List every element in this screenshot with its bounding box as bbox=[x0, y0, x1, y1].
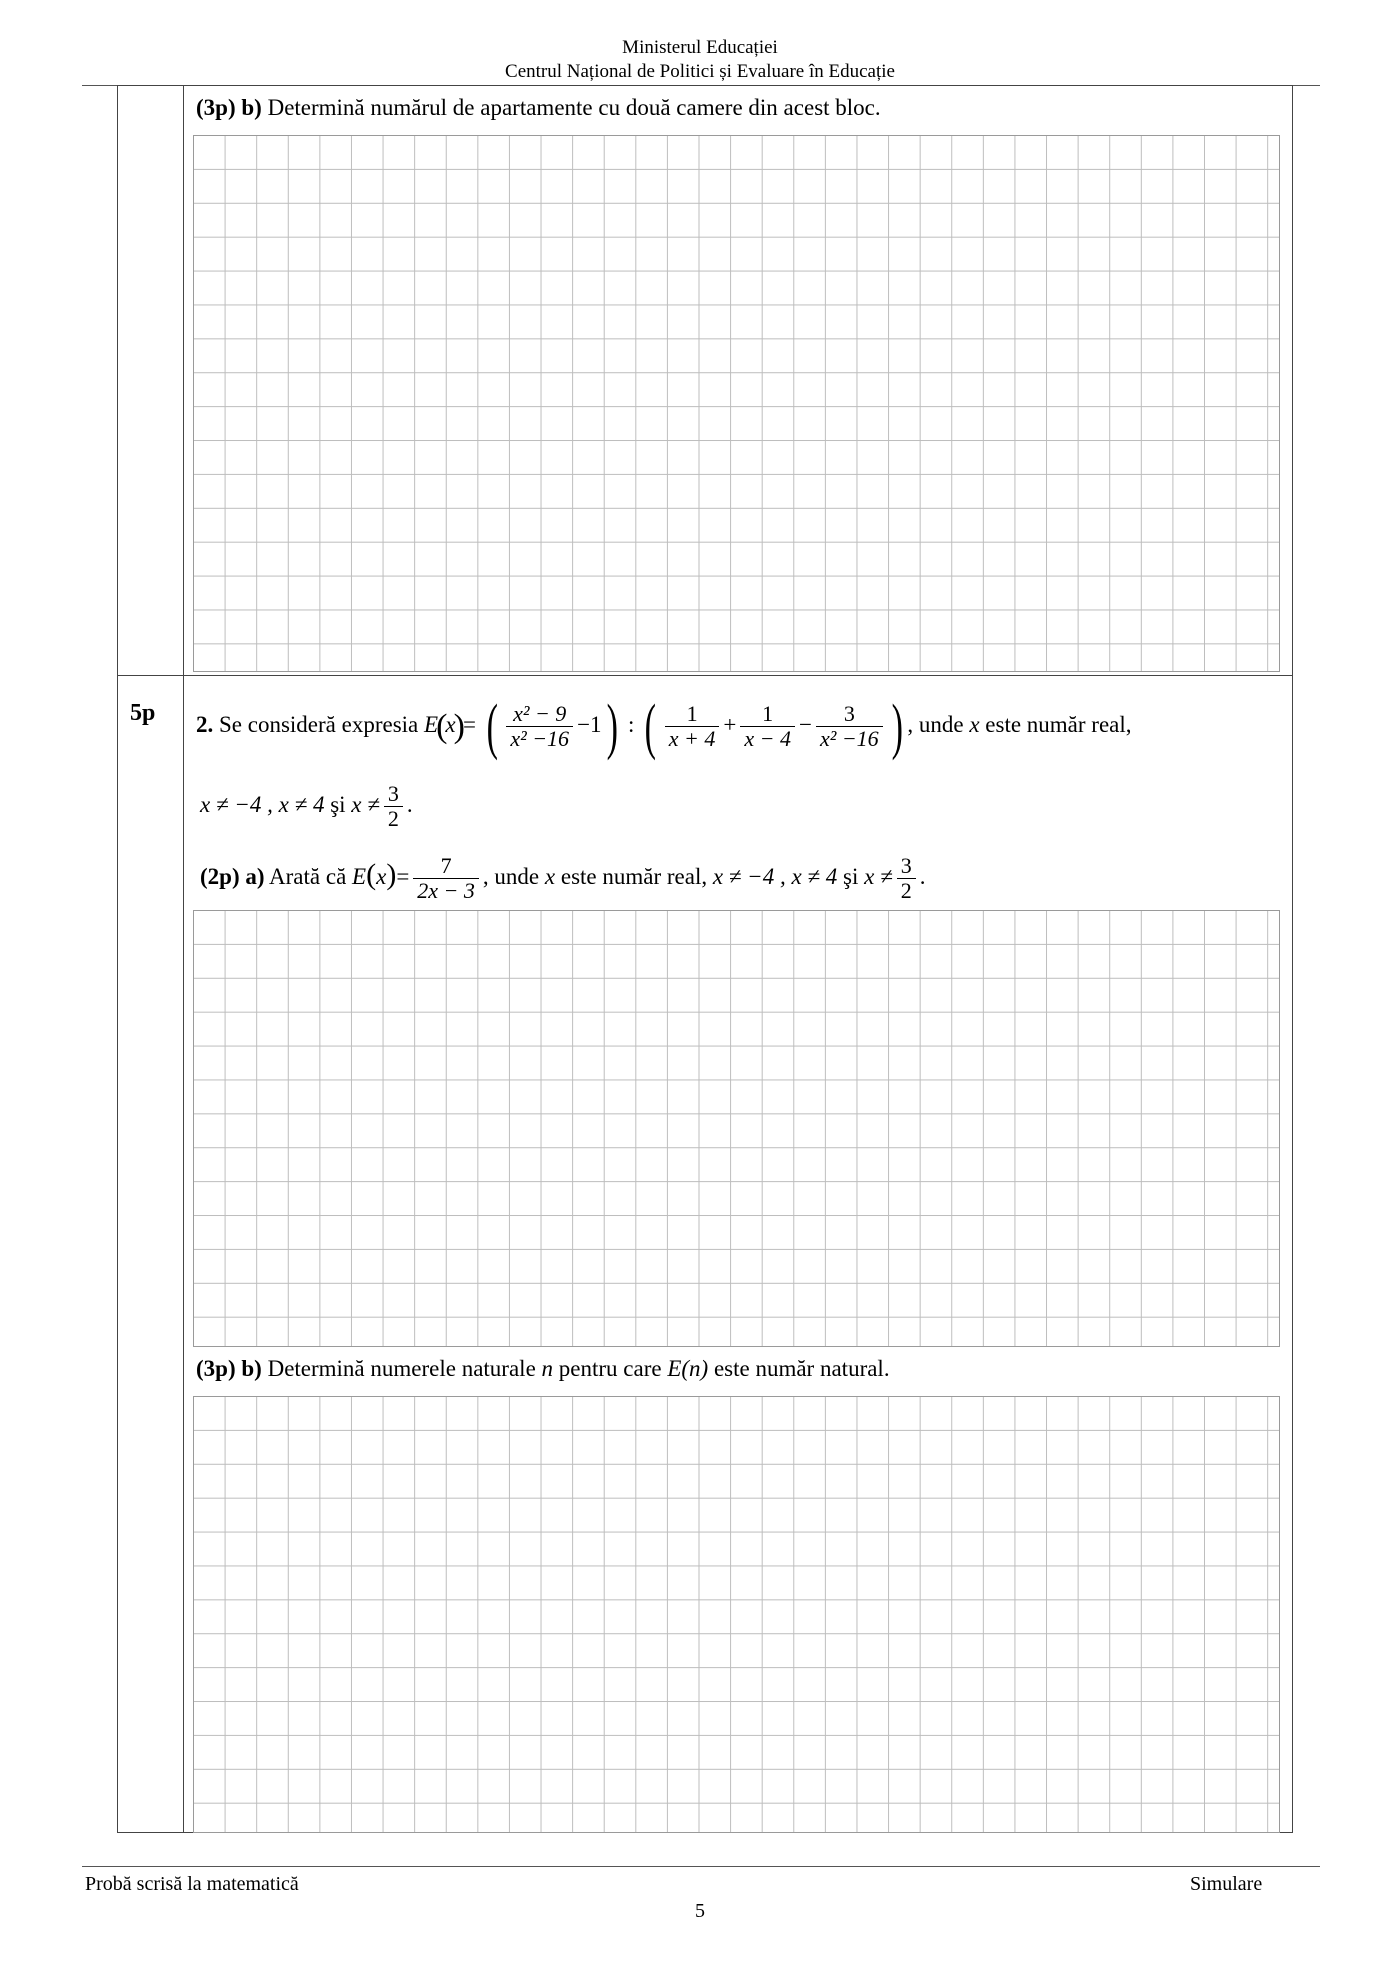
fraction-2: $\frac{1}{x + 4}$ bbox=[665, 702, 720, 751]
task-1b-statement bbox=[196, 94, 881, 122]
task-1b-letter: b) bbox=[241, 95, 262, 120]
points-column-divider bbox=[183, 85, 184, 1833]
answer-grid-1b[interactable] bbox=[193, 135, 1280, 672]
task-2-intro: Se consideră expresia bbox=[219, 712, 419, 737]
footer-exam-type: Simulare bbox=[1190, 1873, 1263, 1895]
task-2a-statement: (2p) a) Arată că E(x)= $\frac{7}{2x - 3}$ , unde x este număr real, x ≠ −4 , x ≠ 4 şi x ≠ $\frac{3}{2}$ . bbox=[200, 853, 926, 904]
fraction-3-over-2: $\frac{3}{2}$ bbox=[384, 782, 403, 831]
header-center: Centrul Național de Politici și Evaluare în Educație bbox=[505, 61, 895, 82]
task-2-points: 5p bbox=[130, 700, 156, 726]
footer-subject: Probă scrisă la matematică bbox=[85, 1873, 299, 1895]
task-2-number: 2. bbox=[196, 712, 214, 737]
task-1b-text: Determină numărul de apartamente cu două camere din acest bloc. bbox=[267, 95, 881, 120]
task-2-conditions: x ≠ −4 , x ≠ 4 şi x ≠ $\frac{3}{2}$ . bbox=[200, 781, 413, 832]
answer-grid-2b[interactable] bbox=[193, 1396, 1280, 1833]
fraction-1: $\frac{\text{x² − 9}}{\text{x² −16}}$ bbox=[506, 702, 573, 751]
answer-grid-2a[interactable] bbox=[193, 910, 1280, 1347]
row-divider bbox=[117, 675, 1293, 676]
task-1b-points: (3p) bbox=[196, 95, 236, 120]
page-number: 5 bbox=[695, 1900, 705, 1922]
task-2b-statement: (3p) b) Determină numerele naturale n pentru care E(n) este număr natural. bbox=[196, 1356, 890, 1381]
task-2-statement: 2. Se consideră expresia E(x)= ( $\frac{\text{x² − 9}}{\text{x² −16}}$ −1) : ( $\frac{1}{x + 4}$ + $\frac{1}{x - 4}$ − $\frac{3}{\text{x² −16}}$ ) , unde x este număr real, bbox=[196, 692, 1132, 761]
fraction-3: $\frac{1}{x - 4}$ bbox=[740, 702, 795, 751]
header-ministry: Ministerul Educației bbox=[622, 37, 778, 58]
footer-divider bbox=[82, 1866, 1320, 1867]
fraction-4: $\frac{3}{\text{x² −16}}$ bbox=[816, 702, 883, 751]
fraction-result: $\frac{7}{2x - 3}$ bbox=[413, 854, 479, 903]
